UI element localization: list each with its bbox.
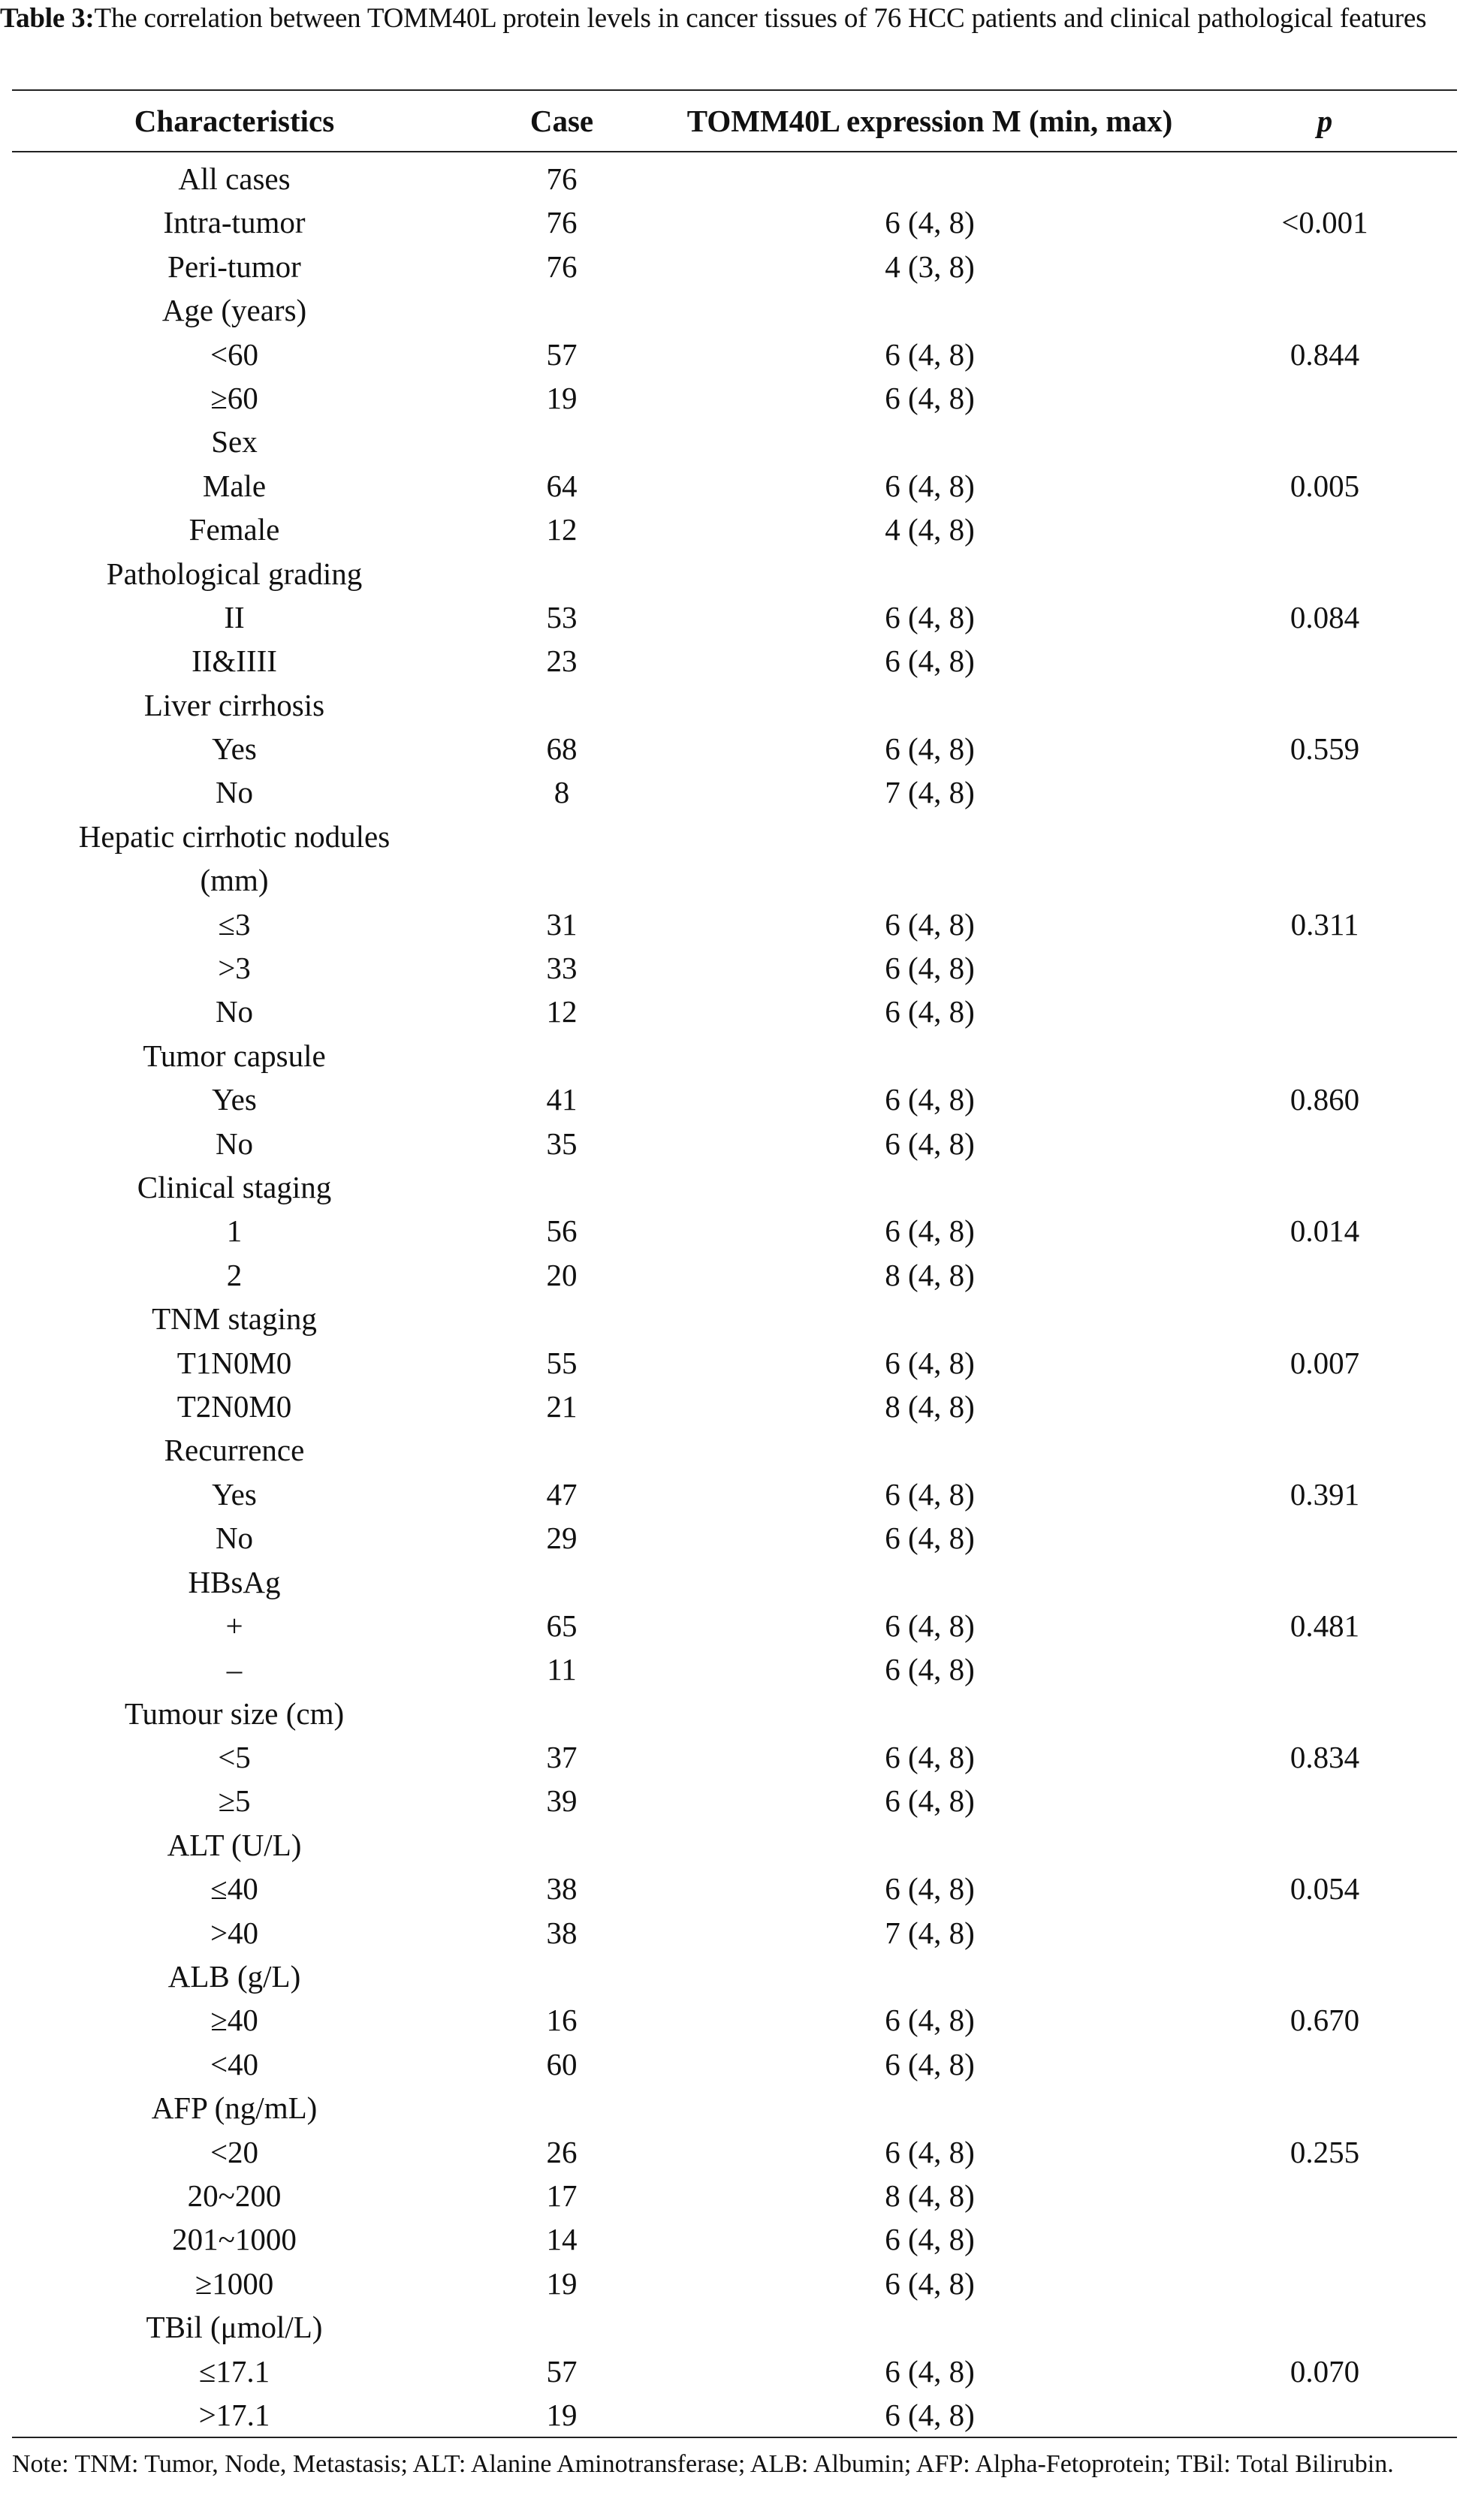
- table-row: [12, 376, 1457, 420]
- cell-case: 60: [546, 2046, 578, 2081]
- cell-p-value: 0.054: [1290, 1871, 1360, 1907]
- table-row: [12, 1122, 1457, 1165]
- cell-expression: 8 (4, 8): [885, 1257, 975, 1292]
- cell-expression: 6 (4, 8): [885, 644, 975, 679]
- table-row: [12, 1209, 1457, 1252]
- cell-case: 14: [546, 2222, 578, 2257]
- cell-expression: 4 (3, 8): [885, 249, 975, 284]
- table-row: [12, 2350, 1457, 2393]
- cell-case: 31: [546, 906, 578, 942]
- table-row: [12, 200, 1457, 244]
- cell-case: 55: [546, 1345, 578, 1380]
- cell-characteristic: Yes: [212, 731, 257, 767]
- header-characteristics: Characteristics: [134, 104, 335, 138]
- cell-characteristic: TBil (μmol/L): [146, 2310, 323, 2345]
- cell-expression: 6 (4, 8): [885, 2222, 975, 2257]
- table-row: [12, 1253, 1457, 1297]
- cell-characteristic: No: [215, 775, 254, 810]
- cell-characteristic: Tumor capsule: [143, 1038, 326, 1073]
- header-expression: TOMM40L expression M (min, max): [686, 104, 1173, 138]
- cell-characteristic: >3: [218, 951, 251, 986]
- cell-expression: 6 (4, 8): [885, 994, 975, 1029]
- cell-characteristic: (mm): [200, 863, 269, 898]
- cell-expression: 4 (4, 8): [885, 512, 975, 547]
- cell-case: 76: [546, 205, 578, 240]
- cell-characteristic: Age (years): [161, 293, 307, 328]
- cell-case: 38: [546, 1915, 578, 1950]
- cell-characteristic: All cases: [178, 161, 291, 196]
- cell-characteristic: Female: [189, 512, 280, 547]
- table-row: [12, 420, 1457, 463]
- cell-expression: 6 (4, 8): [885, 1521, 975, 1556]
- table-row: [12, 1955, 1457, 1998]
- cell-characteristic: 1: [226, 1213, 243, 1249]
- cell-p-value: 0.834: [1290, 1740, 1360, 1775]
- cell-expression: 6 (4, 8): [885, 1476, 975, 1512]
- cell-case: 64: [546, 468, 578, 503]
- cell-case: 19: [546, 2265, 578, 2301]
- cell-p-value: 0.559: [1290, 731, 1360, 767]
- table-note: Note: TNM: Tumor, Node, Metastasis; ALT: Alanine Aminotransferase; ALB: Albumin; AFP: Alpha-Fetoprotein; TBil: Total Bilirubin.: [12, 2450, 1394, 2478]
- cell-expression: 6 (4, 8): [885, 2265, 975, 2301]
- cell-characteristic: ALT (U/L): [167, 1827, 302, 1862]
- cell-characteristic: Peri-tumor: [167, 249, 301, 284]
- cell-characteristic: Male: [202, 468, 267, 503]
- cell-characteristic: Yes: [212, 1082, 257, 1117]
- cell-case: 57: [546, 2353, 578, 2389]
- cell-p-value: 0.014: [1290, 1213, 1360, 1249]
- cell-characteristic: Liver cirrhosis: [143, 687, 325, 722]
- cell-characteristic: 201~1000: [172, 2222, 297, 2257]
- header-p-value: p: [1317, 104, 1333, 138]
- cell-characteristic: T2N0M0: [176, 1388, 292, 1424]
- cell-case: 12: [546, 994, 578, 1029]
- cell-expression: 6 (4, 8): [885, 205, 975, 240]
- cell-p-value: 0.255: [1290, 2134, 1360, 2169]
- table-row: [12, 727, 1457, 770]
- table-row: [12, 2305, 1457, 2349]
- cell-characteristic: ≥40: [210, 2003, 258, 2038]
- table-row: [12, 1428, 1457, 1472]
- cell-characteristic: –: [226, 1652, 243, 1687]
- cell-characteristic: Recurrence: [164, 1433, 305, 1468]
- cell-p-value: 0.070: [1290, 2353, 1360, 2389]
- table-row: [12, 157, 1457, 200]
- cell-expression: 6 (4, 8): [885, 1608, 975, 1643]
- table-row: [12, 2042, 1457, 2086]
- cell-expression: 6 (4, 8): [885, 951, 975, 986]
- cell-p-value: 0.311: [1290, 906, 1359, 942]
- table-row: [12, 1165, 1457, 1209]
- table-row: [12, 1911, 1457, 1955]
- cell-expression: 6 (4, 8): [885, 1652, 975, 1687]
- table-row: [12, 333, 1457, 376]
- cell-characteristic: Yes: [212, 1476, 257, 1512]
- cell-expression: 7 (4, 8): [885, 1915, 975, 1950]
- cell-case: 56: [546, 1213, 578, 1249]
- cell-case: 57: [546, 336, 578, 372]
- cell-characteristic: HBsAg: [188, 1564, 281, 1599]
- table-row: [12, 288, 1457, 332]
- cell-p-value: 0.007: [1290, 1345, 1360, 1380]
- cell-expression: 8 (4, 8): [885, 2178, 975, 2213]
- cell-characteristic: ≥1000: [195, 2265, 274, 2301]
- cell-case: 35: [546, 1126, 578, 1161]
- cell-case: 37: [546, 1740, 578, 1775]
- cell-characteristic: 2: [226, 1257, 243, 1292]
- table-caption-label: Table 3:: [0, 3, 95, 34]
- cell-case: 65: [546, 1608, 578, 1643]
- cell-expression: 6 (4, 8): [885, 731, 975, 767]
- table-row: [12, 639, 1457, 683]
- cell-expression: 7 (4, 8): [885, 775, 975, 810]
- table-row: [12, 2393, 1457, 2437]
- cell-expression: 6 (4, 8): [885, 1082, 975, 1117]
- cell-p-value: 0.860: [1290, 1082, 1360, 1117]
- cell-expression: 6 (4, 8): [885, 599, 975, 635]
- table-row: [12, 508, 1457, 551]
- cell-characteristic: II&IIII: [192, 644, 277, 679]
- cell-characteristic: Clinical staging: [137, 1169, 332, 1204]
- cell-characteristic: TNM staging: [152, 1301, 317, 1337]
- cell-p-value: 0.391: [1290, 1476, 1360, 1512]
- cell-expression: 6 (4, 8): [885, 906, 975, 942]
- cell-characteristic: ≤3: [218, 906, 251, 942]
- cell-characteristic: Pathological grading: [106, 556, 363, 591]
- table-header-row: [12, 91, 1457, 151]
- cell-expression: 6 (4, 8): [885, 468, 975, 503]
- cell-expression: 6 (4, 8): [885, 380, 975, 415]
- table-row: [12, 1560, 1457, 1604]
- table-row: [12, 1647, 1457, 1691]
- cell-case: 26: [546, 2134, 578, 2169]
- table-row: [12, 1034, 1457, 1078]
- cell-characteristic: ≤17.1: [198, 2353, 270, 2389]
- cell-case: 41: [546, 1082, 578, 1117]
- cell-expression: 6 (4, 8): [885, 1783, 975, 1819]
- cell-characteristic: <60: [210, 336, 259, 372]
- cell-case: 16: [546, 2003, 578, 2038]
- cell-characteristic: <20: [210, 2134, 259, 2169]
- cell-characteristic: ≤40: [210, 1871, 258, 1907]
- cell-case: 38: [546, 1871, 578, 1907]
- table-row: [12, 858, 1457, 902]
- cell-expression: 6 (4, 8): [885, 2003, 975, 2038]
- table-body: [12, 152, 1457, 2437]
- cell-characteristic: No: [215, 994, 254, 1029]
- cell-characteristic: +: [225, 1608, 243, 1643]
- cell-characteristic: No: [215, 1521, 254, 1556]
- cell-characteristic: >17.1: [198, 2397, 270, 2432]
- cell-expression: 6 (4, 8): [885, 1740, 975, 1775]
- cell-case: 29: [546, 1521, 578, 1556]
- table-row: [12, 990, 1457, 1033]
- table-row: [12, 1385, 1457, 1428]
- table-row: [12, 770, 1457, 814]
- cell-case: 53: [546, 599, 578, 635]
- cell-characteristic: II: [224, 599, 245, 635]
- cell-expression: 6 (4, 8): [885, 336, 975, 372]
- table-row: [12, 2130, 1457, 2174]
- table-row: [12, 2086, 1457, 2130]
- cell-case: 76: [546, 161, 578, 196]
- table-row: [12, 815, 1457, 858]
- table-row: [12, 1341, 1457, 1385]
- cell-expression: 6 (4, 8): [885, 1126, 975, 1161]
- table-row: [12, 946, 1457, 990]
- table-row: [12, 245, 1457, 288]
- cell-characteristic: Hepatic cirrhotic nodules: [78, 818, 391, 854]
- cell-p-value: 0.005: [1290, 468, 1360, 503]
- table-row: [12, 2262, 1457, 2305]
- table-row: [12, 1516, 1457, 1560]
- cell-characteristic: Tumour size (cm): [124, 1696, 345, 1731]
- table-row: [12, 2174, 1457, 2217]
- table-row: [12, 552, 1457, 595]
- cell-p-value: 0.844: [1290, 336, 1360, 372]
- cell-p-value: 0.670: [1290, 2003, 1360, 2038]
- table-row: [12, 683, 1457, 727]
- table-row: [12, 1078, 1457, 1121]
- table-caption-text: The correlation between TOMM40L protein levels in cancer tissues of 76 HCC patients and clinical pathological features: [94, 3, 1427, 34]
- cell-case: 76: [546, 249, 578, 284]
- cell-characteristic: No: [215, 1126, 254, 1161]
- cell-characteristic: ALB (g/L): [167, 1959, 301, 1994]
- cell-characteristic: <5: [218, 1740, 251, 1775]
- table-row: [12, 1297, 1457, 1340]
- table-row: [12, 1998, 1457, 2042]
- cell-characteristic: ≥5: [218, 1783, 251, 1819]
- cell-case: 33: [546, 951, 578, 986]
- table-row: [12, 2217, 1457, 2261]
- cell-expression: 6 (4, 8): [885, 1345, 975, 1380]
- table-row: [12, 595, 1457, 639]
- cell-characteristic: T1N0M0: [176, 1345, 292, 1380]
- cell-expression: 6 (4, 8): [885, 2046, 975, 2081]
- table-row: [12, 1867, 1457, 1910]
- cell-case: 20: [546, 1257, 578, 1292]
- cell-expression: 6 (4, 8): [885, 2353, 975, 2389]
- table-row: [12, 1735, 1457, 1779]
- cell-p-value: <0.001: [1281, 205, 1368, 240]
- cell-case: 19: [546, 2397, 578, 2432]
- cell-case: 19: [546, 380, 578, 415]
- header-case: Case: [529, 104, 594, 138]
- cell-characteristic: Sex: [211, 424, 258, 460]
- cell-p-value: 0.084: [1290, 599, 1360, 635]
- table-row: [12, 1823, 1457, 1867]
- table-bottom-rule: [12, 2437, 1457, 2438]
- cell-case: 17: [546, 2178, 578, 2213]
- cell-case: 23: [546, 644, 578, 679]
- cell-characteristic: <40: [210, 2046, 259, 2081]
- data-table: [12, 89, 1457, 2438]
- table-caption: [0, 0, 1469, 37]
- cell-characteristic: ≥60: [210, 380, 258, 415]
- cell-case: 47: [546, 1476, 578, 1512]
- cell-case: 68: [546, 731, 578, 767]
- cell-case: 12: [546, 512, 578, 547]
- table-row: [12, 1473, 1457, 1516]
- cell-characteristic: 20~200: [187, 2178, 282, 2213]
- table-row: [12, 464, 1457, 508]
- table-row: [12, 1779, 1457, 1822]
- cell-expression: 8 (4, 8): [885, 1388, 975, 1424]
- cell-case: 11: [547, 1652, 577, 1687]
- cell-characteristic: AFP (ng/mL): [151, 2090, 318, 2126]
- cell-characteristic: >40: [210, 1915, 259, 1950]
- cell-p-value: 0.481: [1290, 1608, 1360, 1643]
- cell-expression: 6 (4, 8): [885, 1871, 975, 1907]
- cell-case: 39: [546, 1783, 578, 1819]
- cell-expression: 6 (4, 8): [885, 2397, 975, 2432]
- cell-characteristic: Intra-tumor: [163, 205, 306, 240]
- cell-case: 21: [546, 1388, 578, 1424]
- table-row: [12, 1692, 1457, 1735]
- table-row: [12, 1604, 1457, 1647]
- table-row: [12, 903, 1457, 946]
- cell-expression: 6 (4, 8): [885, 2134, 975, 2169]
- cell-case: 8: [554, 775, 570, 810]
- cell-expression: 6 (4, 8): [885, 1213, 975, 1249]
